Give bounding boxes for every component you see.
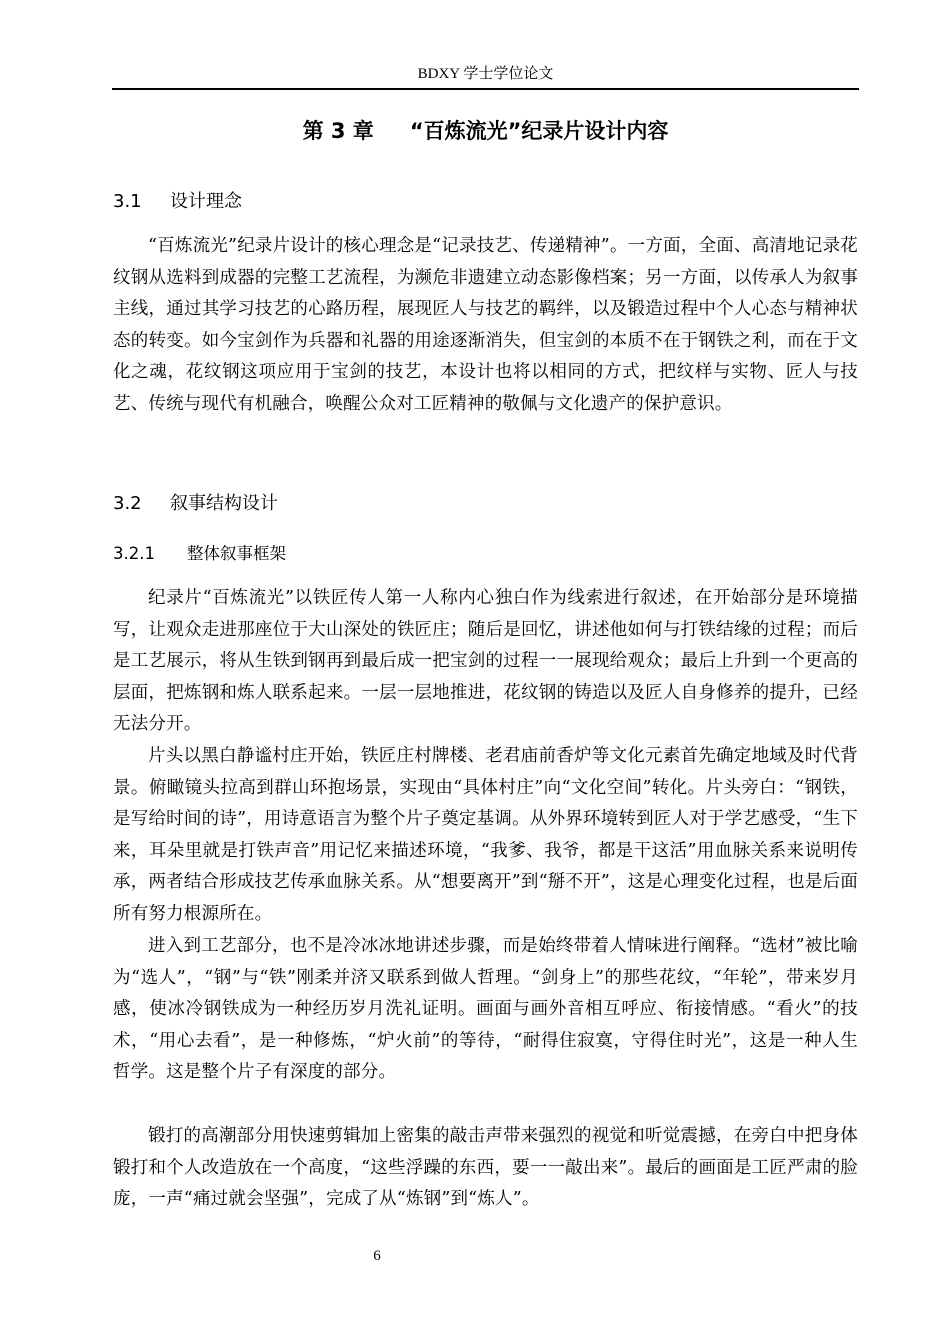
page-number: 6 <box>373 1248 381 1264</box>
section-heading-3-2 <box>113 491 278 517</box>
header-rule <box>112 88 859 90</box>
section-title: 叙事结构设计 <box>170 493 278 514</box>
running-header: BDXY 学士学位论文 <box>417 66 554 82</box>
body-paragraph: 锻打的高潮部分用快速剪辑加上密集的敲击声带来强烈的视觉和听觉震撼，在旁白中把身体锻打和个人改造放在一个高度，“这些浮躁的东西，要一一敲出来”。最后的画面是工匠严肃的脸庞，一声“痛过就会坚强”，完成了从“炼钢”到“炼人”。 <box>113 1126 858 1210</box>
body-paragraph: 纪录片“百炼流光”以铁匠传人第一人称内心独白作为线索进行叙述，在开始部分是环境描写，让观众走进那座位于大山深处的铁匠庄；随后是回忆，讲述他如何与打铁结缘的过程；而后是工艺展示，将从生铁到钢再到最后成一把宝剑的过程一一展现给观众；最后上升到一个更高的层面，把炼钢和炼人联系起来。一层一层地推进，花纹钢的铸造以及匠人自身修养的提升，已经无法分开。 <box>113 588 858 735</box>
section-number: 3.2 <box>113 493 142 514</box>
subsection-title: 整体叙事框架 <box>187 544 286 563</box>
chapter-title-text: “百炼流光”纪录片设计内容 <box>409 119 669 143</box>
body-paragraph: 进入到工艺部分，也不是冷冰冰地讲述步骤，而是始终带着人情味进行阐释。“选材”被比喻为“选人”，“钢”与“铁”刚柔并济又联系到做人哲理。“剑身上”的那些花纹，“年轮”，带来岁月感，使冰冷钢铁成为一种经历岁月洗礼证明。画面与画外音相互呼应、衔接情感。“看火”的技术，“用心去看”，是一种修炼，“炉火前”的等待，“耐得住寂寞，守得住时光”，这是一种人生哲学。这是整个片子有深度的部分。 <box>113 936 858 1083</box>
subsection-heading-3-2-1 <box>113 542 286 566</box>
body-paragraph: 片头以黑白静谧村庄开始，铁匠庄村牌楼、老君庙前香炉等文化元素首先确定地域及时代背景。俯瞰镜头拉高到群山环抱场景，实现由“具体村庄”向“文化空间”转化。片头旁白：“钢铁，是写给时间的诗”，用诗意语言为整个片子奠定基调。从外界环境转到匠人对于学艺感受，“生下来，耳朵里就是打铁声音”用记忆来描述环境，“我爹、我爷，都是干这活”用血脉关系来说明传承，两者结合形成技艺传承血脉关系。从“想要离开”到“掰不开”，这是心理变化过程，也是后面所有努力根源所在。 <box>113 746 858 924</box>
section-heading-3-1 <box>113 189 242 215</box>
chapter-title <box>112 116 859 146</box>
subsection-number: 3.2.1 <box>113 544 155 563</box>
section-title: 设计理念 <box>170 191 242 212</box>
section-number: 3.1 <box>113 191 142 212</box>
body-paragraph: “百炼流光”纪录片设计的核心理念是“记录技艺、传递精神”。一方面，全面、高清地记录花纹钢从选料到成器的完整工艺流程，为濒危非遗建立动态影像档案；另一方面，以传承人为叙事主线，通过其学习技艺的心路历程，展现匠人与技艺的羁绊，以及锻造过程中个人心态与精神状态的转变。如今宝剑作为兵器和礼器的用途逐渐消失，但宝剑的本质不在于钢铁之利，而在于文化之魂，花纹钢这项应用于宝剑的技艺，本设计也将以相同的方式，把纹样与实物、匠人与技艺、传统与现代有机融合，唤醒公众对工匠精神的敬佩与文化遗产的保护意识。 <box>113 236 858 414</box>
chapter-number: 第 3 章 <box>302 119 374 143</box>
